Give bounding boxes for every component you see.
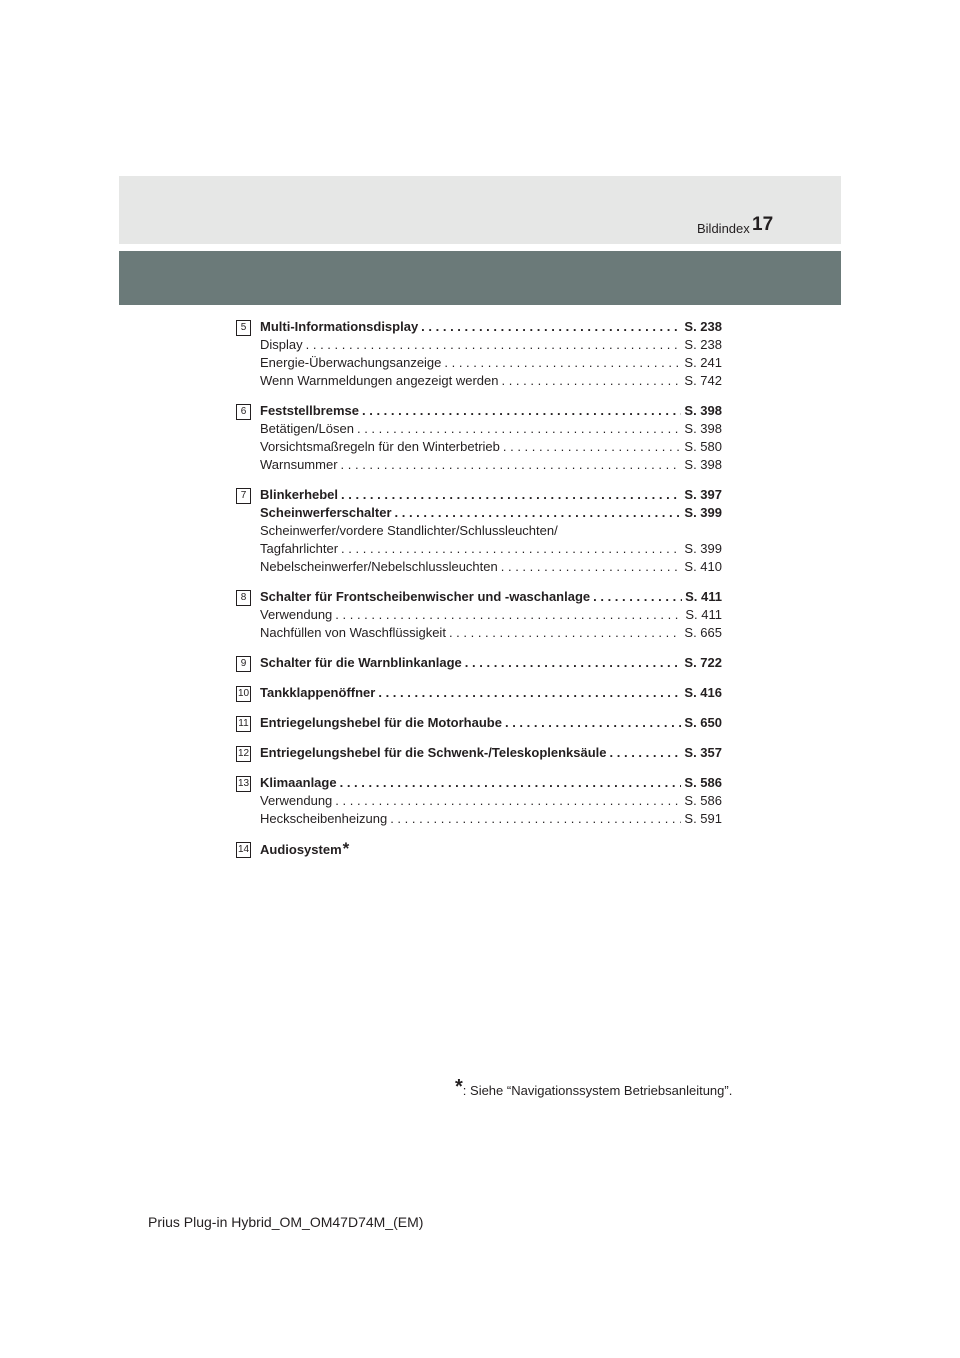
- entry-label: Nachfüllen von Waschflüssigkeit: [260, 625, 446, 640]
- index-entry-main[interactable]: [260, 684, 722, 702]
- index-group: [236, 744, 722, 762]
- dot-leader: [341, 456, 682, 474]
- page-reference: S. 410: [684, 559, 722, 574]
- entry-label: Wenn Warnmeldungen angezeigt werden: [260, 373, 499, 388]
- page-reference: S. 650: [684, 715, 722, 730]
- index-group: [236, 654, 722, 672]
- index-entry-main[interactable]: [260, 504, 722, 522]
- page-reference: S. 586: [684, 775, 722, 790]
- entry-label: Scheinwerferschalter: [260, 505, 392, 520]
- asterisk-marker: *: [342, 839, 350, 858]
- section-title: Bildindex: [697, 221, 750, 236]
- page-reference: S. 398: [684, 403, 722, 418]
- entry-label: Feststellbremse: [260, 403, 359, 418]
- index-entry-sub[interactable]: [260, 438, 722, 456]
- item-number-badge: 6: [236, 404, 251, 420]
- entry-label: Nebelscheinwerfer/Nebelschlussleuchten: [260, 559, 498, 574]
- index-group: [236, 774, 722, 828]
- dot-leader: [465, 654, 682, 672]
- entry-label: Schalter für die Warnblinkanlage: [260, 655, 462, 670]
- index-group: [236, 486, 722, 576]
- item-number-badge: 9: [236, 656, 251, 672]
- entry-label: Entriegelungshebel für die Schwenk-/Teleskoplenksäule: [260, 745, 607, 760]
- index-entry-main[interactable]: [260, 402, 722, 420]
- index-entry-main[interactable]: [260, 486, 722, 504]
- index-entry-sub[interactable]: [260, 522, 722, 540]
- index-entry-sub[interactable]: [260, 558, 722, 576]
- index-entry-sub[interactable]: [260, 336, 722, 354]
- dot-leader: [503, 438, 682, 456]
- page-reference: S. 580: [684, 439, 722, 454]
- dot-leader: [593, 588, 682, 606]
- dot-leader: [357, 420, 681, 438]
- dot-leader: [390, 810, 681, 828]
- entry-label: Vorsichtsmaßregeln für den Winterbetrieb: [260, 439, 500, 454]
- dot-leader: [378, 684, 681, 702]
- entry-label: Energie-Überwachungsanzeige: [260, 355, 442, 370]
- item-number-badge: 10: [236, 686, 251, 702]
- entry-label: Heckscheibenheizung: [260, 811, 388, 826]
- page-reference: S. 591: [684, 811, 722, 826]
- entry-label: Betätigen/Lösen: [260, 421, 354, 436]
- page-reference: S. 399: [684, 505, 722, 520]
- index-entry-sub[interactable]: [260, 354, 722, 372]
- page-number: 17: [752, 214, 774, 235]
- entry-label: Tankklappenöffner: [260, 685, 376, 700]
- page-reference: S. 586: [684, 793, 722, 808]
- entry-label: Entriegelungshebel für die Motorhaube: [260, 715, 502, 730]
- index-entries: [236, 318, 722, 871]
- dot-leader: [335, 606, 682, 624]
- item-number-badge: 13: [236, 776, 251, 792]
- index-group: [236, 588, 722, 642]
- dot-leader: [505, 714, 681, 732]
- index-group: [236, 402, 722, 474]
- item-number-badge: 12: [236, 746, 251, 762]
- index-entry-main[interactable]: [260, 318, 722, 336]
- page-reference: S. 398: [684, 457, 722, 472]
- entry-label: Blinkerhebel: [260, 487, 339, 502]
- item-number-badge: 14: [236, 842, 251, 858]
- page-reference: S. 357: [684, 745, 722, 760]
- index-group: [236, 714, 722, 732]
- index-entry-sub[interactable]: [260, 372, 722, 390]
- page-reference: S. 416: [684, 685, 722, 700]
- item-number-badge: 5: [236, 320, 251, 336]
- page-reference: S. 411: [685, 589, 722, 604]
- index-entry-sub[interactable]: [260, 540, 722, 558]
- index-entry-main[interactable]: [260, 840, 722, 859]
- dot-leader: [421, 318, 681, 336]
- index-entry-main[interactable]: [260, 654, 722, 672]
- index-entry-sub[interactable]: [260, 624, 722, 642]
- header-bar: [119, 251, 841, 305]
- page-reference: S. 238: [684, 319, 722, 334]
- dot-leader: [362, 402, 681, 420]
- dot-leader: [501, 372, 681, 390]
- entry-label: Schalter für Frontscheibenwischer und -waschanlage: [260, 589, 591, 604]
- entry-label: Audiosystem: [260, 842, 342, 857]
- index-group: [236, 684, 722, 702]
- dot-leader: [444, 354, 681, 372]
- index-entry-main[interactable]: [260, 744, 722, 762]
- dot-leader: [610, 744, 682, 762]
- item-number-badge: 8: [236, 590, 251, 606]
- page-reference: S. 398: [684, 421, 722, 436]
- dot-leader: [501, 558, 682, 576]
- index-entry-main[interactable]: [260, 588, 722, 606]
- document-id: Prius Plug-in Hybrid_OM_OM47D74M_(EM): [148, 1214, 424, 1230]
- dot-leader: [341, 486, 681, 504]
- item-number-badge: 7: [236, 488, 251, 504]
- index-entry-sub[interactable]: [260, 810, 722, 828]
- index-entry-sub[interactable]: [260, 456, 722, 474]
- index-group: [236, 840, 722, 859]
- dot-leader: [335, 792, 681, 810]
- page-reference: S. 238: [684, 337, 722, 352]
- footnote: [455, 1076, 732, 1099]
- index-entry-sub[interactable]: [260, 606, 722, 624]
- dot-leader: [340, 774, 682, 792]
- entry-label: Multi-Informationsdisplay: [260, 319, 419, 334]
- dot-leader: [306, 336, 682, 354]
- page-reference: S. 397: [684, 487, 722, 502]
- page-reference: S. 665: [684, 625, 722, 640]
- page-reference: S. 241: [684, 355, 722, 370]
- page-reference: S. 742: [684, 373, 722, 388]
- entry-label: Display: [260, 337, 303, 352]
- footnote-text: : Siehe “Navigationssystem Betriebsanleitung”.: [462, 1083, 733, 1098]
- item-number-badge: 11: [236, 716, 251, 732]
- dot-leader: [449, 624, 681, 642]
- dot-leader: [395, 504, 682, 522]
- page-reference: S. 399: [684, 541, 722, 556]
- page-reference: S. 411: [685, 607, 722, 622]
- entry-label: Tagfahrlichter: [260, 541, 339, 556]
- entry-label: Verwendung: [260, 793, 333, 808]
- index-group: [236, 318, 722, 390]
- dot-leader: [341, 540, 681, 558]
- page-reference: S. 722: [684, 655, 722, 670]
- footnote-star: *: [455, 1076, 463, 1098]
- index-entry-sub[interactable]: [260, 792, 722, 810]
- entry-label: Verwendung: [260, 607, 333, 622]
- entry-label: Scheinwerfer/vordere Standlichter/Schlussleuchten/: [260, 523, 558, 538]
- entry-label: Warnsummer: [260, 457, 338, 472]
- index-entry-main[interactable]: [260, 714, 722, 732]
- entry-label: Klimaanlage: [260, 775, 337, 790]
- index-entry-sub[interactable]: [260, 420, 722, 438]
- index-entry-main[interactable]: [260, 774, 722, 792]
